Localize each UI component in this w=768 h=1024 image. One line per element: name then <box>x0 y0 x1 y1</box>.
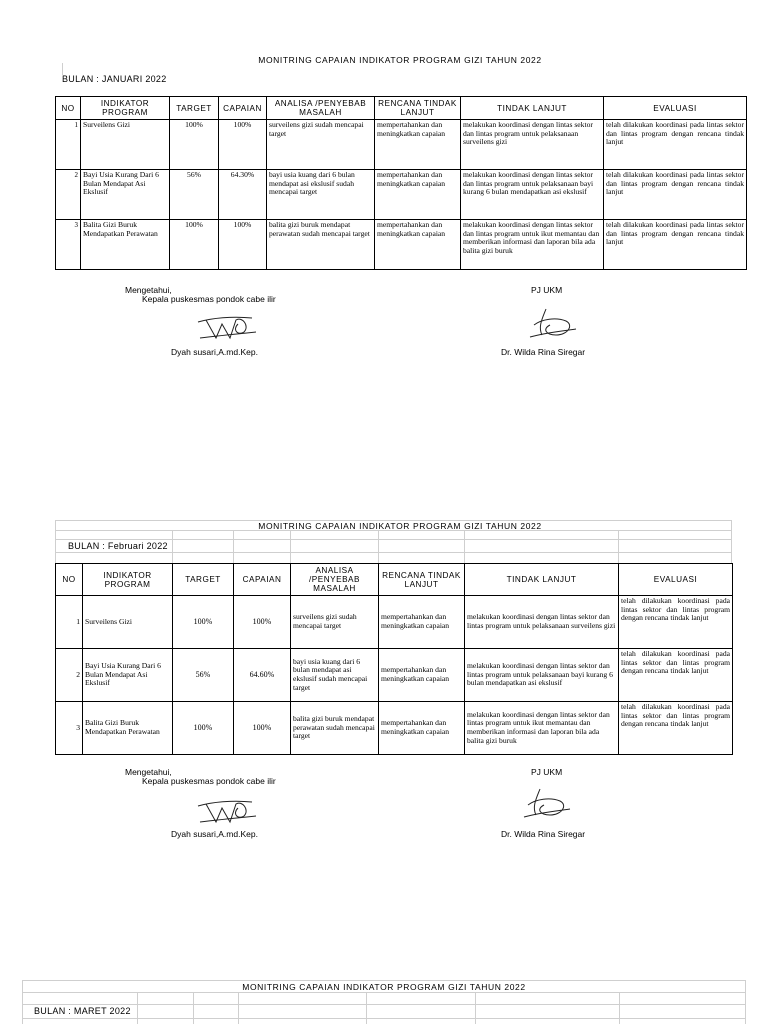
col-header-analisa: ANALISA /PENYEBAB MASALAH <box>267 97 375 120</box>
row-no: 3 <box>56 220 81 270</box>
row-capaian: 64.30% <box>219 170 267 220</box>
col-header-indikator: INDIKATOR PROGRAM <box>81 97 170 120</box>
col-header-evaluasi: EVALUASI <box>604 97 747 120</box>
row-no: 2 <box>56 649 83 702</box>
head-title: Kepala puskesmas pondok cabe ilir <box>142 294 276 304</box>
head-signature <box>192 792 262 828</box>
col-header-no: NO <box>56 97 81 120</box>
row-indikator: Bayi Usia Kurang Dari 6 Bulan Mendapat Asi Ekslusif <box>83 649 173 702</box>
row-analisa: surveilens gizi sudah mencapai target <box>267 120 375 170</box>
head-signature <box>192 308 262 344</box>
row-evaluasi: telah dilakukan koordinasi pada lintas sektor dan lintas program dengan rencana tindak lanjut <box>619 702 733 755</box>
row-evaluasi: telah dilakukan koordinasi pada lintas sektor dan lintas program dengan rencana tindak lanjut <box>619 596 733 649</box>
march-month-label: BULAN : MARET 2022 <box>34 1006 131 1016</box>
col-header-indikator: INDIKATOR PROGRAM <box>83 564 173 596</box>
col-header-no: NO <box>56 564 83 596</box>
table-row <box>56 170 747 220</box>
pj-signature <box>522 785 572 821</box>
row-capaian: 100% <box>234 702 291 755</box>
pj-title: PJ UKM <box>531 767 563 777</box>
row-analisa: bayi usia kuang dari 6 bulan mendapat asi ekslusif sudah mencapai target <box>267 170 375 220</box>
row-rencana: mempertahankan dan meningkatkan capaian <box>379 649 465 702</box>
row-no: 1 <box>56 596 83 649</box>
row-capaian: 100% <box>219 220 267 270</box>
row-analisa: surveilens gizi sudah mencapai target <box>291 596 379 649</box>
col-header-target: TARGET <box>170 97 219 120</box>
row-tindak: melakukan koordinasi dengan lintas sektor dan lintas program untuk pelaksanaan bayi kurang 6 bulan mendapatkan asi ekslusif <box>461 170 604 220</box>
row-tindak: melakukan koordinasi dengan lintas sektor dan lintas program untuk ikut memantau dan memberikan informasi dan laporan bila ada balita gizi buruk <box>461 220 604 270</box>
row-capaian: 100% <box>219 120 267 170</box>
row-target: 100% <box>173 702 234 755</box>
table-row <box>56 596 733 649</box>
row-rencana: mempertahankan dan meningkatkan capaian <box>379 702 465 755</box>
pj-title: PJ UKM <box>531 285 563 295</box>
col-header-target: TARGET <box>173 564 234 596</box>
row-indikator: Bayi Usia Kurang Dari 6 Bulan Mendapat Asi Ekslusif <box>81 170 170 220</box>
row-analisa: balita gizi buruk mendapat perawatan sudah mencapai target <box>267 220 375 270</box>
row-rencana: mempertahankan dan meningkatkan capaian <box>375 170 461 220</box>
table-row <box>56 702 733 755</box>
row-target: 100% <box>170 220 219 270</box>
row-rencana: mempertahankan dan meningkatkan capaian <box>375 120 461 170</box>
february-title: MONITRING CAPAIAN INDIKATOR PROGRAM GIZI TAHUN 2022 <box>258 521 542 531</box>
head-name: Dyah susari,A.md.Kep. <box>171 347 258 357</box>
row-evaluasi: telah dilakukan koordinasi pada lintas sektor dan lintas program dengan rencana tindak lanjut <box>604 170 747 220</box>
col-header-capaian: CAPAIAN <box>219 97 267 120</box>
march-title: MONITRING CAPAIAN INDIKATOR PROGRAM GIZI TAHUN 2022 <box>242 982 526 992</box>
pj-signature <box>528 305 578 341</box>
january-title: MONITRING CAPAIAN INDIKATOR PROGRAM GIZI TAHUN 2022 <box>258 55 542 65</box>
row-rencana: mempertahankan dan meningkatkan capaian <box>379 596 465 649</box>
february-month-label: BULAN : Februari 2022 <box>68 541 168 551</box>
col-header-tindak: TINDAK LANJUT <box>465 564 619 596</box>
row-target: 100% <box>170 120 219 170</box>
row-evaluasi: telah dilakukan koordinasi pada lintas sektor dan lintas program dengan rencana tindak lanjut <box>604 120 747 170</box>
row-target: 100% <box>173 596 234 649</box>
acknowledged-label: Mengetahui, <box>125 767 172 777</box>
col-header-capaian: CAPAIAN <box>234 564 291 596</box>
col-header-rencana: RENCANA TINDAK LANJUT <box>375 97 461 120</box>
pj-name: Dr. Wilda Rina Siregar <box>501 347 586 357</box>
row-capaian: 100% <box>234 596 291 649</box>
acknowledged-label: Mengetahui, <box>125 285 172 295</box>
row-analisa: balita gizi buruk mendapat perawatan sudah mencapai target <box>291 702 379 755</box>
row-evaluasi: telah dilakukan koordinasi pada lintas sektor dan lintas program dengan rencana tindak lanjut <box>619 649 733 702</box>
row-target: 56% <box>173 649 234 702</box>
row-rencana: mempertahankan dan meningkatkan capaian <box>375 220 461 270</box>
row-tindak: melakukan koordinasi dengan lintas sektor dan lintas program untuk ikut memantau dan memberikan informasi dan laporan bila ada balita gizi buruk <box>465 702 619 755</box>
pj-name: Dr. Wilda Rina Siregar <box>501 829 586 839</box>
row-no: 2 <box>56 170 81 220</box>
table-row <box>56 120 747 170</box>
row-no: 1 <box>56 120 81 170</box>
col-header-rencana: RENCANA TINDAK LANJUT <box>379 564 465 596</box>
head-title: Kepala puskesmas pondok cabe ilir <box>142 776 276 786</box>
february-table <box>55 563 733 755</box>
row-tindak: melakukan koordinasi dengan lintas sektor dan lintas program untuk pelaksanaan surveilens gizi <box>465 596 619 649</box>
row-capaian: 64.60% <box>234 649 291 702</box>
row-indikator: Surveilens Gizi <box>81 120 170 170</box>
january-month-label: BULAN : JANUARI 2022 <box>62 74 167 84</box>
row-target: 56% <box>170 170 219 220</box>
head-name: Dyah susari,A.md.Kep. <box>171 829 258 839</box>
row-analisa: bayi usia kuang dari 6 bulan mendapat asi ekslusif sudah mencapai target <box>291 649 379 702</box>
january-table <box>55 96 747 270</box>
row-indikator: Balita Gizi Buruk Mendapatkan Perawatan <box>81 220 170 270</box>
row-tindak: melakukan koordinasi dengan lintas sektor dan lintas program untuk pelaksanaan surveilens gizi <box>461 120 604 170</box>
table-row <box>56 649 733 702</box>
row-indikator: Balita Gizi Buruk Mendapatkan Perawatan <box>83 702 173 755</box>
table-row <box>56 220 747 270</box>
row-tindak: melakukan koordinasi dengan lintas sektor dan lintas program untuk pelaksanaan bayi kurang 6 bulan mendapatkan asi ekslusif <box>465 649 619 702</box>
col-header-analisa: ANALISA /PENYEBAB MASALAH <box>291 564 379 596</box>
row-no: 3 <box>56 702 83 755</box>
col-header-tindak: TINDAK LANJUT <box>461 97 604 120</box>
col-header-evaluasi: EVALUASI <box>619 564 733 596</box>
row-indikator: Surveilens Gizi <box>83 596 173 649</box>
row-evaluasi: telah dilakukan koordinasi pada lintas sektor dan lintas program dengan rencana tindak lanjut <box>604 220 747 270</box>
